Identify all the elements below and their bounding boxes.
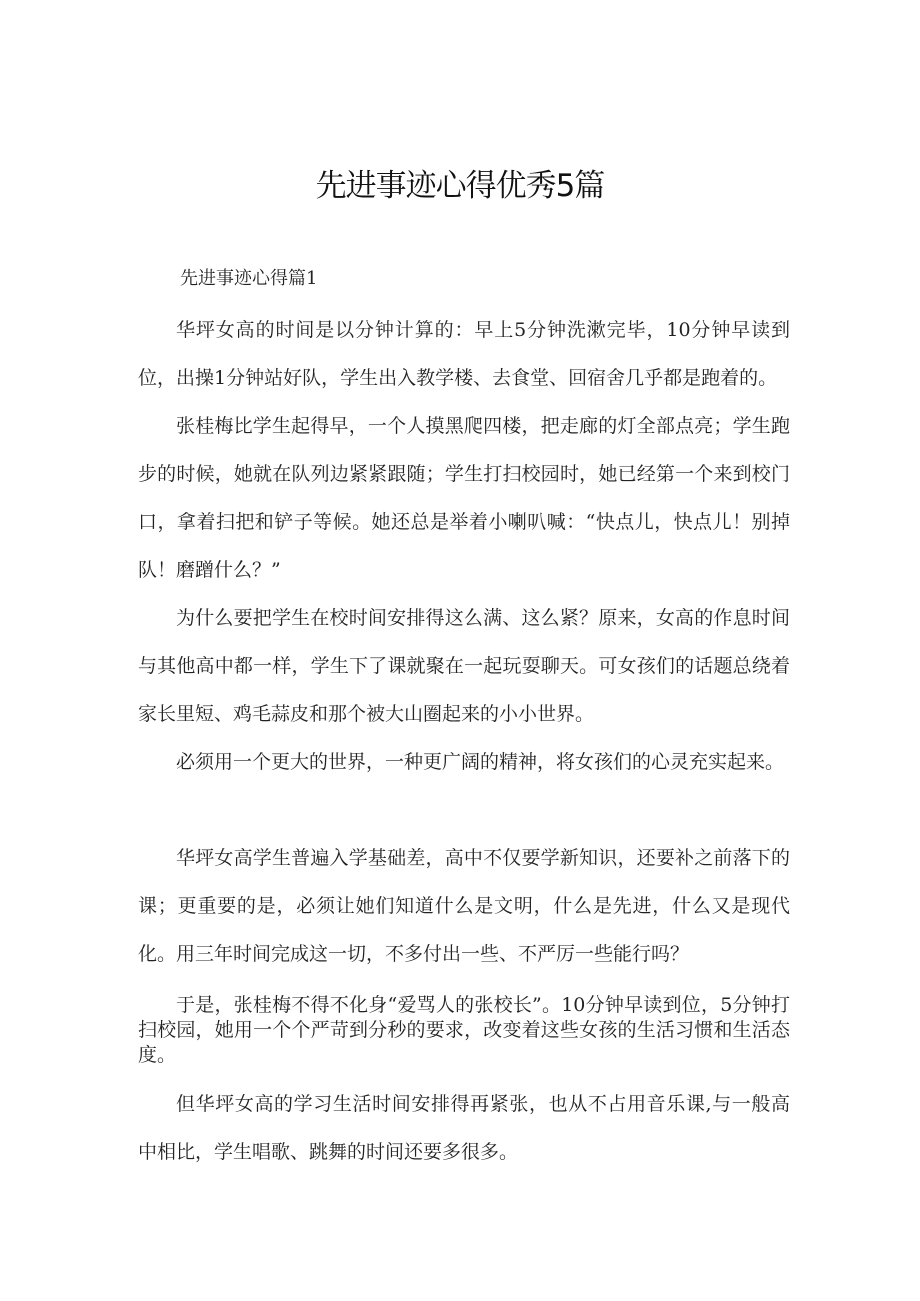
paragraph: 张桂梅比学生起得早，一个人摸黑爬四楼，把走廊的灯全部点亮；学生跑步的时候，她就在队列边紧紧跟随；学生打扫校园时，她已经第一个来到校门口，拿着扫把和铲子等候。她还总是举着小喇叭喊：“快点儿，快点儿！别掉队！磨蹭什么？” [138, 415, 790, 581]
section-heading: 先进事迹心得篇1 [180, 268, 318, 289]
paragraph-block-2 [138, 402, 790, 594]
paragraph-block-5 [138, 834, 790, 978]
paragraph-block-7 [138, 1080, 790, 1176]
paragraph: 于是，张桂梅不得不化身“爱骂人的张校长”。10分钟早读到位，5分钟打扫校园，她用一个个严苛到分秒的要求，改变着这些女孩的生活习惯和生活态度。 [138, 994, 790, 1066]
document-title: 先进事迹心得优秀5篇 [315, 168, 605, 204]
paragraph-block-4 [138, 738, 790, 786]
paragraph: 为什么要把学生在校时间安排得这么满、这么紧？原来，女高的作息时间与其他高中都一样，学生下了课就聚在一起玩耍聊天。可女孩们的话题总绕着家长里短、鸡毛蒜皮和那个被大山圈起来的小小世界。 [138, 607, 790, 725]
paragraph-block-1 [138, 306, 790, 402]
paragraph-block-3 [138, 594, 790, 738]
paragraph-block-6 [138, 993, 790, 1068]
paragraph: 华坪女高学生普遍入学基础差，高中不仅要学新知识，还要补之前落下的课；更重要的是，必须让她们知道什么是文明，什么是先进，什么又是现代化。用三年时间完成这一切，不多付出一些、不严厉一些能行吗？ [138, 847, 790, 965]
paragraph: 但华坪女高的学习生活时间安排得再紧张，也从不占用音乐课,与一般高中相比，学生唱歌、跳舞的时间还要多很多。 [138, 1093, 790, 1163]
paragraph: 必须用一个更大的世界，一种更广阔的精神，将女孩们的心灵充实起来。 [176, 751, 785, 773]
paragraph: 华坪女高的时间是以分钟计算的：早上5分钟洗漱完毕，10分钟早读到位，出操1分钟站好队，学生出入教学楼、去食堂、回宿舍几乎都是跑着的。 [138, 319, 790, 389]
